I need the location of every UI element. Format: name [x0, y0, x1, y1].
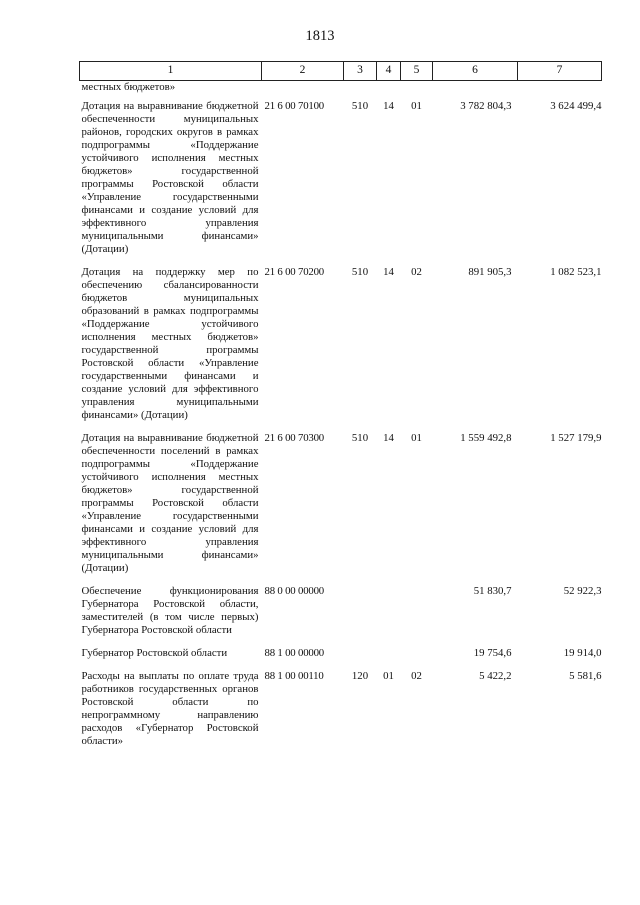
row-vr: 510 [351, 266, 369, 278]
row-pr [401, 585, 433, 647]
row-sum-1: 1 559 492,8 [460, 432, 512, 444]
header-row [80, 62, 602, 81]
budget-table [79, 61, 602, 758]
row-sum-1: 51 830,7 [473, 585, 512, 597]
row-code: 88 0 00 00000 [264, 585, 324, 597]
row-sum-1: 3 782 804,3 [460, 100, 512, 112]
row-name: Губернатор Ростовской области [81, 647, 228, 659]
row-sum-2: 5 581,6 [569, 670, 602, 682]
table-header [80, 62, 602, 81]
table-row [80, 100, 602, 266]
row-name: Дотация на выравнивание бюджетной обеспеченности муниципальных районов, городских округов в рамках подпрограммы «Поддержание устойчивого исполнения местных бюджетов» государственной программы Ростовской области «Управление государственными финансами и создание условий для эффективного управления муниципальными финансами» (Дотации) [81, 100, 259, 255]
table-row [80, 647, 602, 670]
header-col-7: 7 [518, 62, 602, 81]
header-col-6: 6 [433, 62, 518, 81]
row-vr [344, 647, 377, 670]
row-code: 21 6 00 70200 [264, 266, 324, 278]
row-name: Расходы на выплаты по оплате труда работников государственных органов Ростовской области по непрограммному направлению расходов «Губернатор Ростовской области» [81, 670, 259, 747]
header-col-4: 4 [377, 62, 401, 81]
table-row [80, 585, 602, 647]
row-code: 21 6 00 70300 [264, 432, 324, 444]
row-sum-1: 19 754,6 [473, 647, 512, 659]
row-sum-2: 1 527 179,9 [550, 432, 602, 444]
row-vr: 510 [351, 100, 369, 112]
row-sum-2: 52 922,3 [563, 585, 602, 597]
row-pr: 02 [411, 266, 422, 278]
table-row [80, 266, 602, 432]
header-col-3: 3 [344, 62, 377, 81]
row-code: 88 1 00 00000 [264, 647, 324, 659]
row-name: Дотация на поддержку мер по обеспечению сбалансированности бюджетов муниципальных образований в рамках подпрограммы «Поддержание устойчивого исполнения местных бюджетов» государственной программы Ростовской области «Управление государственными финансами и создание условий для эффективного управления муниципальными финансами» (Дотации) [81, 266, 259, 421]
row-rz: 14 [383, 100, 394, 112]
row-name: Дотация на выравнивание бюджетной обеспеченности поселений в рамках подпрограммы «Поддержание устойчивого исполнения местных бюджетов» государственной программы Ростовской области «Управление государственными финансами и создание условий для эффективного управления муниципальными финансами» (Дотации) [81, 432, 259, 574]
row-sum-2: 19 914,0 [563, 647, 602, 659]
header-col-2: 2 [262, 62, 344, 81]
row-sum-2: 3 624 499,4 [550, 100, 602, 112]
table-row [80, 432, 602, 585]
row-vr [344, 585, 377, 647]
table-row [80, 670, 602, 758]
row-pr: 01 [411, 432, 422, 444]
row-code: 21 6 00 70100 [264, 100, 324, 112]
carry-over-text: местных бюджетов» [81, 81, 176, 93]
row-rz: 14 [383, 266, 394, 278]
header-col-1: 1 [80, 62, 262, 81]
row-rz [377, 647, 401, 670]
row-sum-1: 891 905,3 [468, 266, 512, 278]
row-name: Обеспечение функционирования Губернатора Ростовской области, заместителей (в том числе первых) Губернатора Ростовской области [81, 585, 259, 636]
row-rz: 01 [383, 670, 394, 682]
page-number: 1813 [305, 28, 335, 44]
row-vr: 120 [351, 670, 369, 682]
row-pr [401, 647, 433, 670]
row-pr: 02 [411, 670, 422, 682]
row-code: 88 1 00 00110 [264, 670, 324, 682]
row-vr: 510 [351, 432, 369, 444]
row-rz: 14 [383, 432, 394, 444]
row-sum-1: 5 422,2 [479, 670, 512, 682]
header-col-5: 5 [401, 62, 433, 81]
row-sum-2: 1 082 523,1 [550, 266, 602, 278]
row-rz [377, 585, 401, 647]
carry-over-row [80, 81, 602, 101]
row-pr: 01 [411, 100, 422, 112]
